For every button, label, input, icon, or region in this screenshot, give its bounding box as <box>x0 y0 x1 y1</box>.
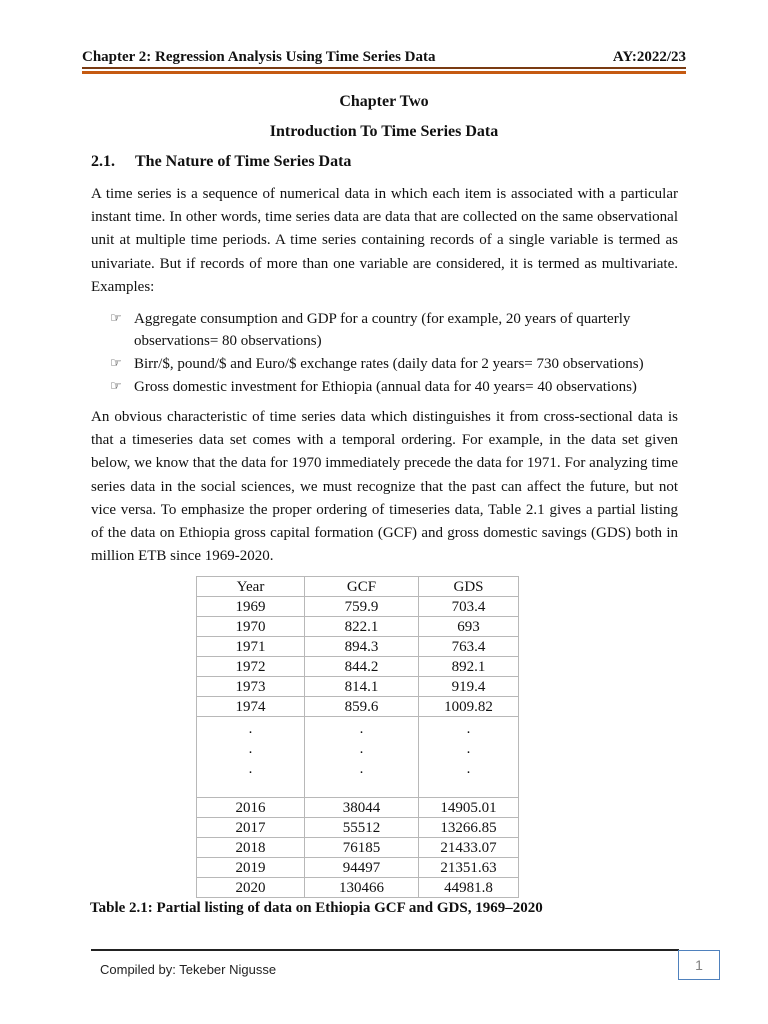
list-item <box>110 353 678 375</box>
table-row <box>197 878 519 898</box>
hand-pointing-right-icon: ☞ <box>110 356 122 371</box>
table-caption: Table 2.1: Partial listing of data on Ethiopia GCF and GDS, 1969–2020 <box>90 900 543 916</box>
cell-gcf: 814.1 <box>305 677 419 697</box>
cell-year: 1970 <box>197 617 305 637</box>
list-item-text: Birr/$, pound/$ and Euro/$ exchange rates (daily data for 2 years= 730 observations) <box>134 356 644 372</box>
column-header-gds: GDS <box>419 577 519 597</box>
list-item-text: Aggregate consumption and GDP for a country (for example, 20 years of quarterly observations= 80 observations) <box>134 311 631 349</box>
column-header-gcf: GCF <box>305 577 419 597</box>
cell-year: 1972 <box>197 657 305 677</box>
hand-pointing-right-icon: ☞ <box>110 311 122 326</box>
cell-year: 2018 <box>197 838 305 858</box>
paragraph-intro: A time series is a sequence of numerical data in which each item is associated with a particular instant time. In other words, time series data are data that are collected on the same observational unit at multiple time periods. A time series containing records of a single variable is termed as univariate. But if records of more than one variable are considered, it is termed as multivariate. Examples: <box>91 186 678 295</box>
table-row <box>197 697 519 717</box>
ellipsis-cell <box>419 717 519 798</box>
ellipsis-dot: . <box>466 741 471 757</box>
header-rule-dark <box>82 67 686 69</box>
list-item <box>110 376 678 398</box>
cell-gds: 21351.63 <box>419 858 519 878</box>
cell-year: 2019 <box>197 858 305 878</box>
cell-gcf: 822.1 <box>305 617 419 637</box>
table-row <box>197 858 519 878</box>
table-row <box>197 677 519 697</box>
table-row <box>197 838 519 858</box>
cell-gds: 44981.8 <box>419 878 519 898</box>
ellipsis-dot: . <box>248 761 253 777</box>
cell-gds: 21433.07 <box>419 838 519 858</box>
table-row <box>197 637 519 657</box>
cell-gcf: 76185 <box>305 838 419 858</box>
cell-gds: 763.4 <box>419 637 519 657</box>
running-header-year: AY:2022/23 <box>612 48 686 65</box>
cell-year: 1971 <box>197 637 305 657</box>
cell-year: 1974 <box>197 697 305 717</box>
cell-gds: 919.4 <box>419 677 519 697</box>
ellipsis-dot: . <box>248 741 253 757</box>
ellipsis-dot: . <box>466 721 471 737</box>
cell-gds: 14905.01 <box>419 798 519 818</box>
cell-gcf: 844.2 <box>305 657 419 677</box>
table-ellipsis-row <box>197 717 519 798</box>
footer-compiled-by: Compiled by: Tekeber Nigusse <box>100 962 277 977</box>
cell-gcf: 94497 <box>305 858 419 878</box>
examples-list <box>110 308 678 399</box>
cell-gcf: 894.3 <box>305 637 419 657</box>
page-number: 1 <box>678 950 720 980</box>
cell-gds: 703.4 <box>419 597 519 617</box>
ellipsis-dot: . <box>248 721 253 737</box>
column-header-year: Year <box>197 577 305 597</box>
cell-gcf: 859.6 <box>305 697 419 717</box>
cell-gds: 13266.85 <box>419 818 519 838</box>
ellipsis-cell <box>305 717 419 798</box>
cell-year: 2017 <box>197 818 305 838</box>
chapter-subtitle: Introduction To Time Series Data <box>269 123 499 140</box>
table-row <box>197 657 519 677</box>
footer-rule <box>91 949 679 951</box>
chapter-title: Chapter Two <box>339 93 429 110</box>
cell-gcf: 130466 <box>305 878 419 898</box>
table-row <box>197 597 519 617</box>
cell-year: 2016 <box>197 798 305 818</box>
ellipsis-cell <box>197 717 305 798</box>
cell-year: 2020 <box>197 878 305 898</box>
section-title: The Nature of Time Series Data <box>135 153 352 170</box>
table-header-row <box>197 577 519 597</box>
table-row <box>197 617 519 637</box>
cell-gcf: 38044 <box>305 798 419 818</box>
cell-year: 1973 <box>197 677 305 697</box>
gcf-gds-table <box>196 576 519 898</box>
hand-pointing-right-icon: ☞ <box>110 379 122 394</box>
ellipsis-dot: . <box>466 761 471 777</box>
list-item-text: Gross domestic investment for Ethiopia (annual data for 40 years= 40 observations) <box>134 379 637 395</box>
ellipsis-dot: . <box>359 721 364 737</box>
cell-gcf: 55512 <box>305 818 419 838</box>
ellipsis-dot: . <box>359 741 364 757</box>
section-number: 2.1. <box>91 153 115 170</box>
paragraph-temporal-ordering: An obvious characteristic of time series data which distinguishes it from cross-sectional data is that a timeseries data set comes with a temporal ordering. For example, in the data set given below, we know that the data for 1970 immediately precede the data for 1971. For analyzing time series data in the social sciences, we must recognize that the past can affect the future, but not vice versa. To emphasize the proper ordering of timeseries data, Table 2.1 gives a partial listing of the data on Ethiopia gross capital formation (GCF) and gross domestic savings (GDS) both in million ETB since 1969-2020. <box>91 409 678 565</box>
list-item <box>110 308 678 352</box>
cell-year: 1969 <box>197 597 305 617</box>
ellipsis-dot: . <box>359 761 364 777</box>
cell-gcf: 759.9 <box>305 597 419 617</box>
cell-gds: 693 <box>419 617 519 637</box>
cell-gds: 1009.82 <box>419 697 519 717</box>
table-row <box>197 818 519 838</box>
header-rule-light <box>82 71 686 74</box>
cell-gds: 892.1 <box>419 657 519 677</box>
section-heading <box>91 153 351 171</box>
table-row <box>197 798 519 818</box>
running-header-title: Chapter 2: Regression Analysis Using Time Series Data <box>82 48 436 65</box>
